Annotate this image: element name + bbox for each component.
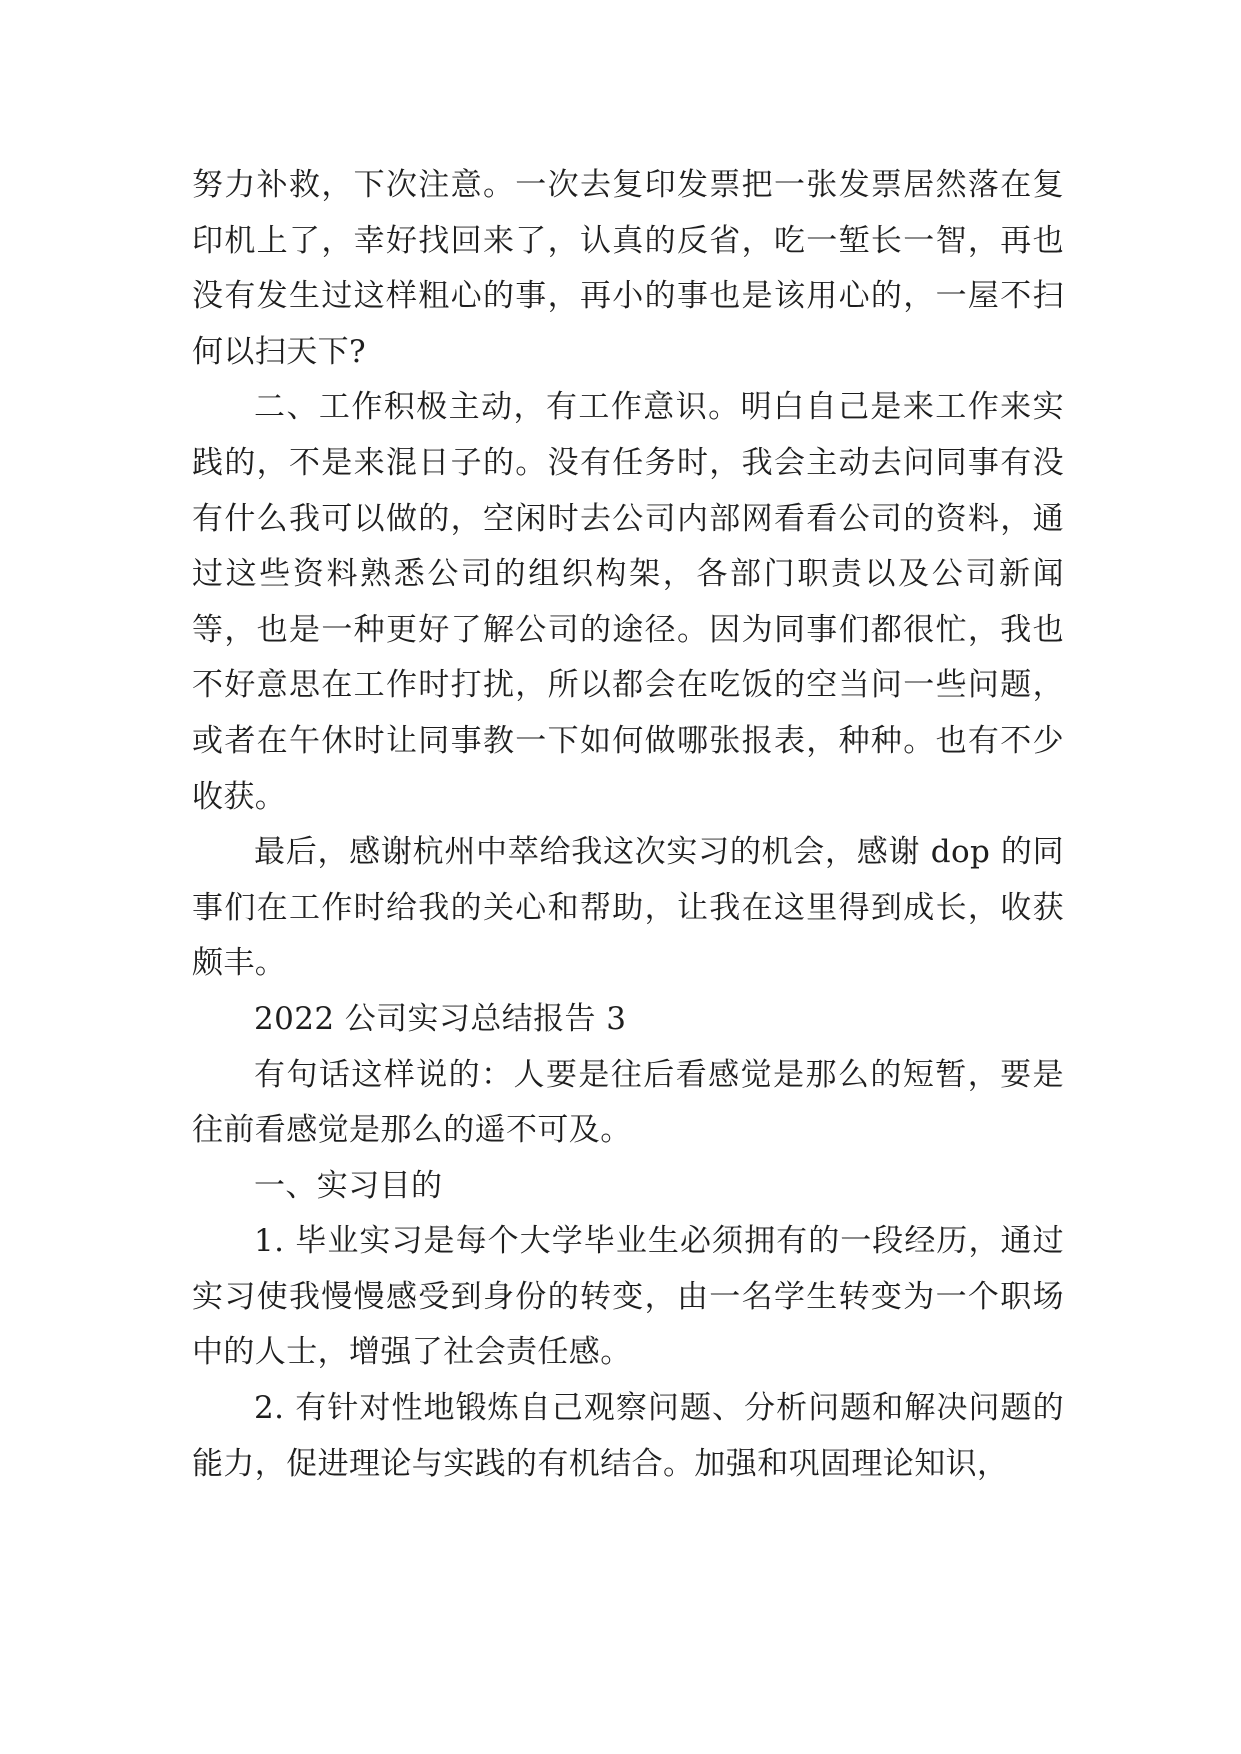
list-item-1: 1. 毕业实习是每个大学毕业生必须拥有的一段经历，通过实习使我慢慢感受到身份的转变，由一名学生转变为一个职场中的人士，增强了社会责任感。 <box>192 1223 1064 1371</box>
paragraph-work-initiative: 二、工作积极主动，有工作意识。明白自己是来工作来实践的，不是来混日子的。没有任务时，我会主动去问同事有没有什么我可以做的，空闲时去公司内部网看看公司的资料，通过这些资料熟悉公司的组织构架，各部门职责以及公司新闻等，也是一种更好了解公司的途径。因为同事们都很忙，我也不好意思在工作时打扰，所以都会在吃饭的空当问一些问题，或者在午休时让同事教一下如何做哪张报表，种种。也有不少收获。 <box>192 389 1064 815</box>
document-body <box>192 158 1064 1492</box>
list-item-2: 2. 有针对性地锻炼自己观察问题、分析问题和解决问题的能力，促进理论与实践的有机结合。加强和巩固理论知识， <box>192 1390 1064 1482</box>
paragraph-thanks: 最后，感谢杭州中萃给我这次实习的机会，感谢 dop 的同事们在工作时给我的关心和帮助，让我在这里得到成长，收获颇丰。 <box>192 834 1064 982</box>
section-heading-report-3: 2022 公司实习总结报告 3 <box>254 1000 627 1037</box>
paragraph-continuation: 努力补救，下次注意。一次去复印发票把一张发票居然落在复印机上了，幸好找回来了，认真的反省，吃一堑长一智，再也没有发生过这样粗心的事，再小的事也是该用心的，一屋不扫何以扫天下? <box>192 167 1064 370</box>
paragraph-saying: 有句话这样说的：人要是往后看感觉是那么的短暂，要是往前看感觉是那么的遥不可及。 <box>192 1056 1064 1149</box>
heading-internship-purpose: 一、实习目的 <box>254 1167 443 1204</box>
